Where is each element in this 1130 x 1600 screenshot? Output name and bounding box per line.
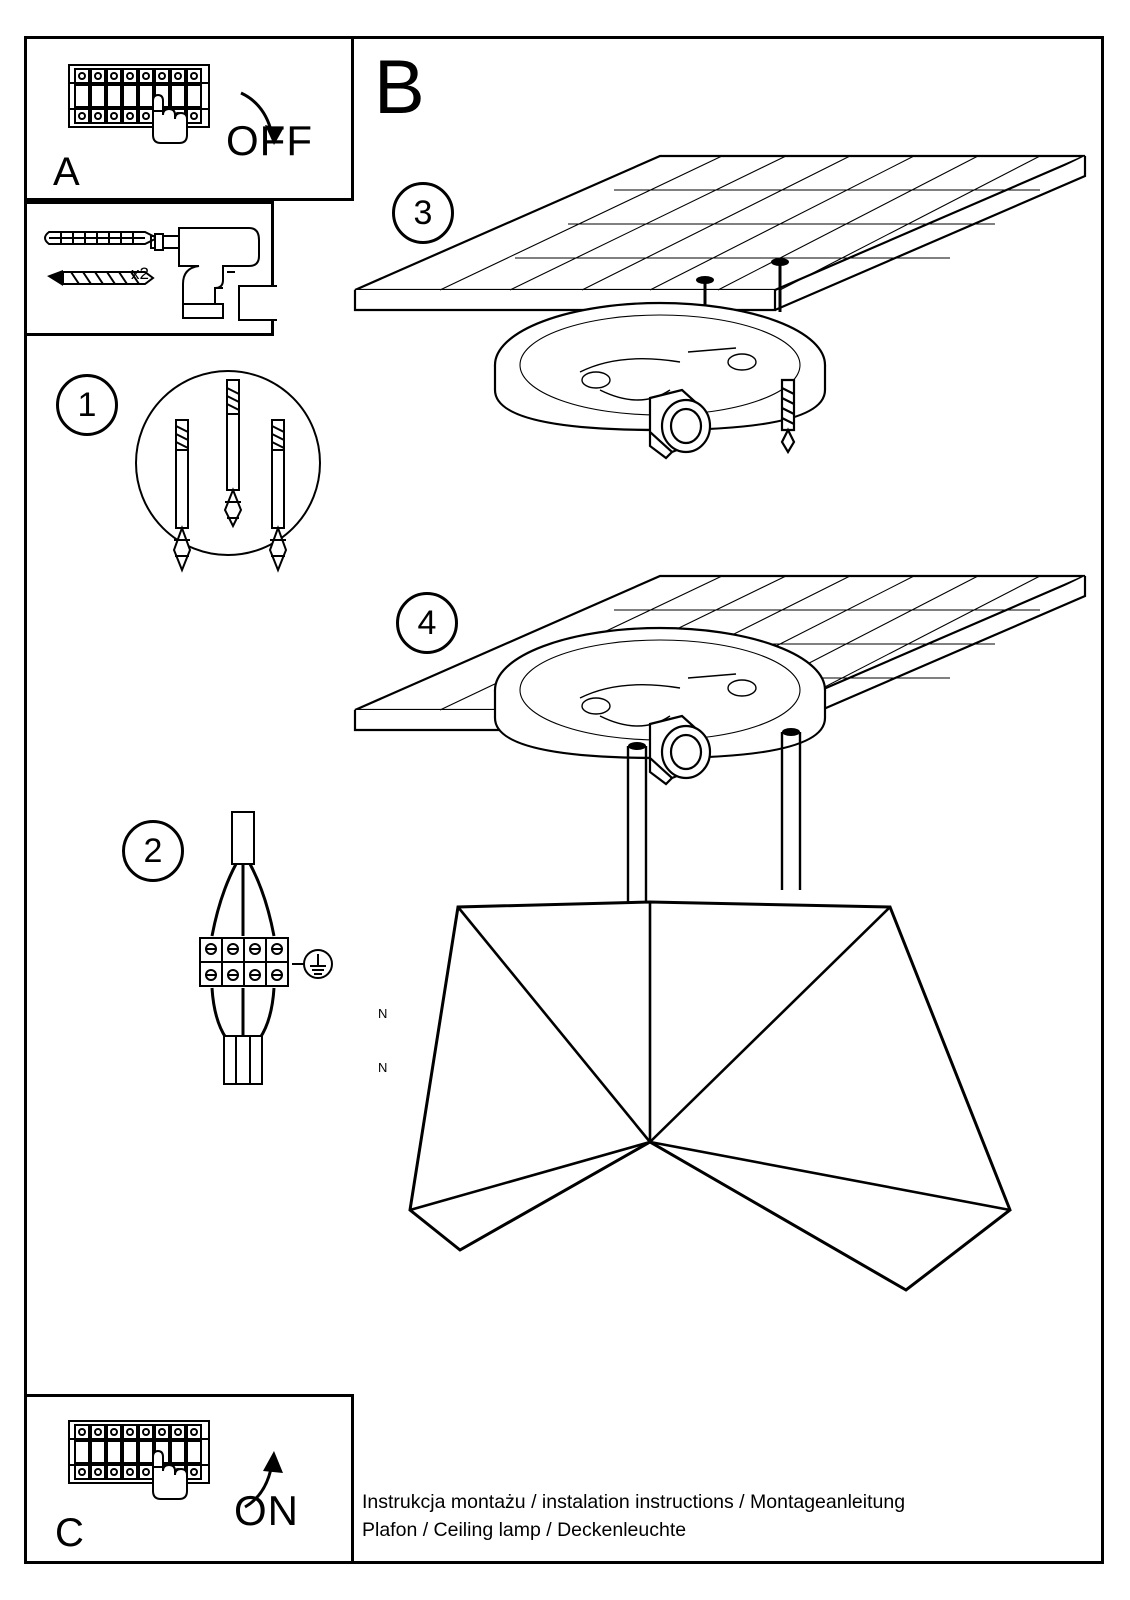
panel-a-power-off bbox=[24, 36, 354, 201]
panel-a-action-label: OFF bbox=[226, 117, 313, 164]
caption-line-2: Plafon / Ceiling lamp / Deckenleuchte bbox=[362, 1519, 687, 1541]
wire-label-n-bottom: N bbox=[378, 1060, 388, 1075]
step-number-2: 2 bbox=[122, 820, 184, 882]
wire-label-n-top: N bbox=[378, 1006, 388, 1021]
panel-c-letter: C bbox=[55, 1511, 84, 1555]
panel-c-power-on bbox=[24, 1394, 354, 1564]
earth-ground-icon bbox=[292, 950, 332, 978]
step-4-shade-attach-diagram bbox=[350, 550, 1095, 1340]
panel-a-letter: A bbox=[53, 150, 80, 194]
tools-icon-group bbox=[27, 204, 277, 339]
step-number-4: 4 bbox=[396, 592, 458, 654]
power-drill-icon bbox=[151, 228, 277, 320]
step-1-drilling-diagram bbox=[120, 370, 350, 670]
panel-tools-and-fixings bbox=[24, 201, 274, 336]
caption-line-1: Instrukcja montażu / instalation instructions / Montageanleitung bbox=[362, 1491, 906, 1513]
caption-block bbox=[362, 1488, 905, 1544]
wall-plug-icon bbox=[45, 232, 157, 244]
step-2-wiring-diagram bbox=[180, 808, 360, 1098]
fixings-quantity-label: x2 bbox=[131, 264, 149, 283]
section-letter-b: B bbox=[374, 45, 425, 130]
step-number-3: 3 bbox=[392, 182, 454, 244]
step-number-1: 1 bbox=[56, 374, 118, 436]
step-3-base-mount-diagram bbox=[350, 140, 1095, 510]
panel-c-action-label: ON bbox=[234, 1487, 299, 1534]
